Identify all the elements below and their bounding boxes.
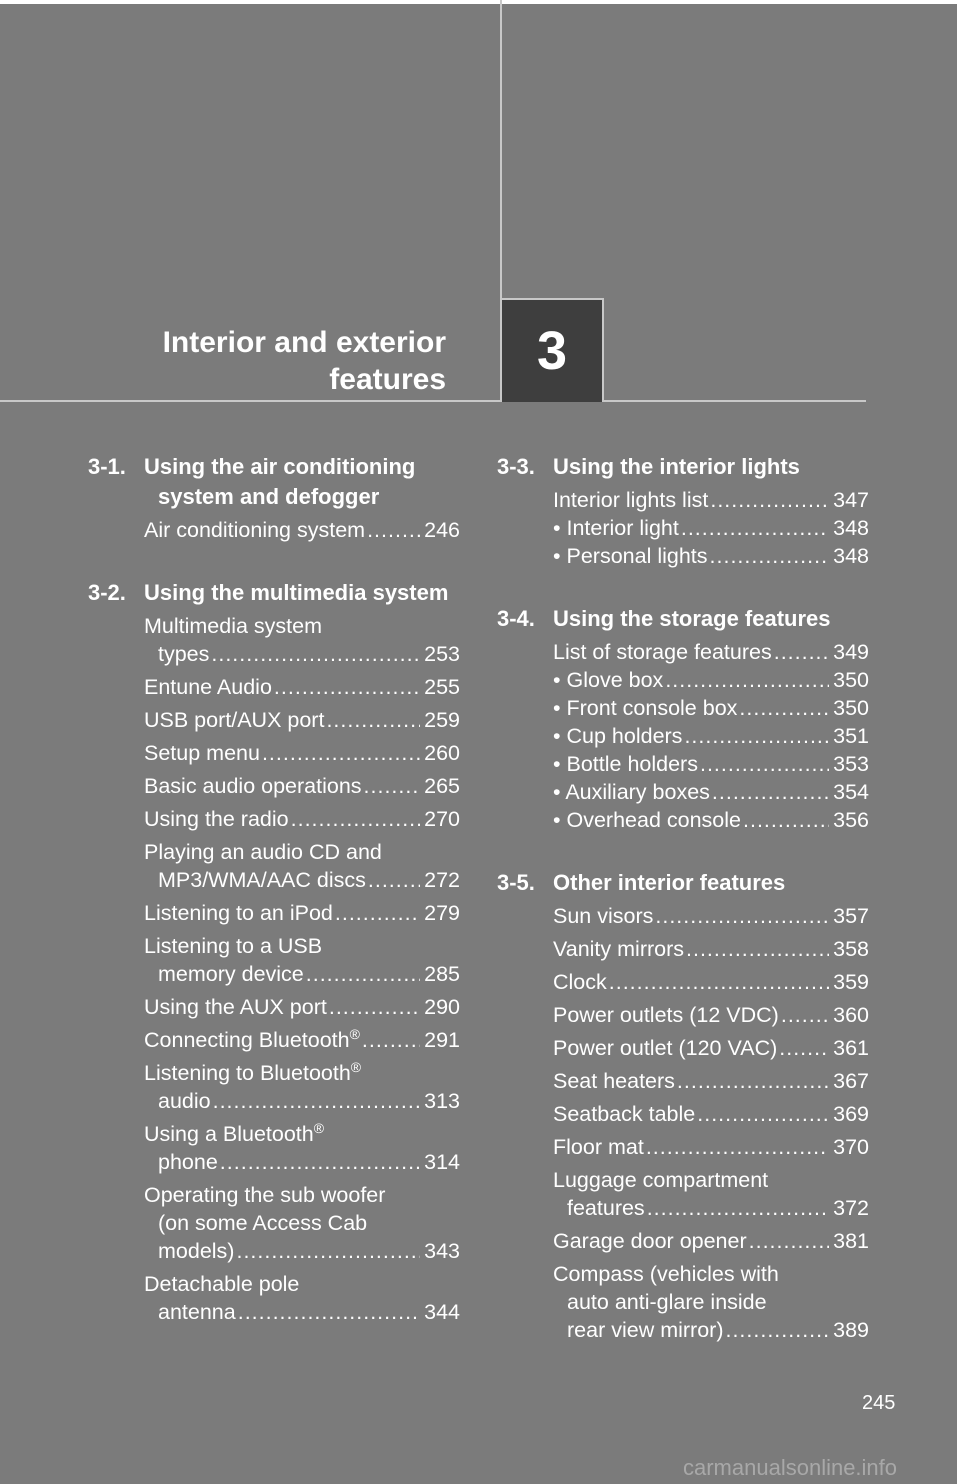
entry-label-cont: features	[567, 1196, 645, 1220]
leader-dots	[677, 1067, 829, 1095]
entry-label: Detachable pole	[144, 1272, 300, 1296]
toc-column-right	[497, 452, 869, 1378]
toc-entry-seat-heaters[interactable]	[553, 1067, 869, 1095]
toc-entry-floor-mat[interactable]	[553, 1133, 869, 1161]
leader-dots	[700, 750, 829, 778]
toc-entry-luggage-compartment[interactable]	[553, 1166, 869, 1222]
toc-entry-power-outlet-120v[interactable]	[553, 1034, 869, 1062]
entry-label	[144, 1026, 360, 1054]
entry-page: 270	[424, 807, 460, 831]
leader-dots	[774, 638, 829, 666]
leader-dots	[291, 805, 421, 833]
entry-page: 347	[833, 488, 869, 512]
entry-page: 313	[424, 1089, 460, 1113]
leader-dots	[655, 902, 829, 930]
leader-dots	[739, 694, 829, 722]
toc-entry-setup-menu[interactable]	[144, 739, 460, 767]
entry-page: 344	[424, 1300, 460, 1324]
leader-dots	[262, 739, 420, 767]
entry-label: Vanity mirrors	[553, 937, 685, 961]
section-title: Other interior features	[553, 870, 786, 895]
toc-entry-vanity-mirrors[interactable]	[553, 935, 869, 963]
leader-dots	[609, 968, 829, 996]
section-heading	[497, 452, 869, 482]
toc-entry-glove-box[interactable]	[553, 666, 869, 694]
section-heading	[497, 868, 869, 898]
entry-page: 389	[833, 1318, 869, 1342]
entry-label-cont: (on some Access Cab	[158, 1211, 368, 1235]
entry-label: • Interior light	[553, 516, 679, 540]
section-number: 3-1.	[88, 454, 126, 479]
watermark: carmanualsonline.info	[683, 1455, 898, 1480]
entry-label: Floor mat	[553, 1135, 644, 1159]
toc-entry-listening-usb[interactable]	[144, 932, 460, 988]
toc-entry-interior-light[interactable]	[553, 514, 869, 542]
leader-dots	[211, 640, 420, 668]
leader-dots	[329, 993, 420, 1021]
leader-dots	[326, 706, 420, 734]
chapter-title-line2: features	[329, 363, 446, 396]
leader-dots	[335, 899, 420, 927]
entry-page: 356	[833, 808, 869, 832]
entry-label	[144, 1120, 460, 1148]
leader-dots	[362, 1026, 420, 1054]
leader-dots	[686, 935, 829, 963]
leader-dots	[367, 516, 420, 544]
toc-entry-playing-cd[interactable]	[144, 838, 460, 894]
entry-label-cont: models)	[158, 1239, 235, 1263]
entry-label-text: Using a Bluetooth	[144, 1122, 314, 1146]
toc-entry-pole-antenna[interactable]	[144, 1270, 460, 1326]
entry-label-cont: antenna	[158, 1300, 236, 1324]
section-3-1	[88, 452, 460, 544]
leader-dots	[710, 542, 830, 570]
entry-label	[144, 1059, 460, 1087]
entry-label-cont: auto anti-glare inside	[567, 1290, 767, 1314]
section-heading	[497, 604, 869, 634]
entry-page: 350	[833, 696, 869, 720]
entry-page: 358	[833, 937, 869, 961]
entry-label-cont: types	[158, 642, 210, 666]
toc-entry-using-aux[interactable]	[144, 993, 460, 1021]
entry-label: Garage door opener	[553, 1229, 747, 1253]
entry-label: Listening to a USB	[144, 934, 323, 958]
entry-label: Sun visors	[553, 904, 654, 928]
entry-label: List of storage features	[553, 640, 772, 664]
toc-entry-usb-aux-port[interactable]	[144, 706, 460, 734]
toc-entry-front-console[interactable]	[553, 694, 869, 722]
entry-page: 354	[833, 780, 869, 804]
entry-page: 369	[833, 1102, 869, 1126]
leader-dots	[743, 806, 829, 834]
leader-dots	[681, 514, 829, 542]
entry-page: 260	[424, 741, 460, 765]
entry-label: • Bottle holders	[553, 752, 698, 776]
toc-entry-connecting-bluetooth[interactable]	[144, 1026, 460, 1054]
registered-mark: ®	[313, 1119, 325, 1136]
toc-entry-power-outlets-12v[interactable]	[553, 1001, 869, 1029]
section-title-line2: system and defogger	[158, 484, 380, 509]
entry-label: Using the radio	[144, 807, 289, 831]
entry-label-cont: audio	[158, 1089, 211, 1113]
leader-dots	[684, 722, 829, 750]
leader-dots	[749, 1227, 829, 1255]
leader-dots	[306, 960, 420, 988]
leader-dots	[647, 1194, 829, 1222]
toc-entry-bottle-holders[interactable]	[553, 750, 869, 778]
section-3-5	[497, 868, 869, 1344]
entry-page: 343	[424, 1239, 460, 1263]
entry-label-text: Listening to Bluetooth	[144, 1061, 351, 1085]
entry-label: • Cup holders	[553, 724, 683, 748]
entry-page: 361	[833, 1036, 869, 1060]
toc-entry-seatback-table[interactable]	[553, 1100, 869, 1128]
entry-label: • Personal lights	[553, 544, 708, 568]
entry-page: 360	[833, 1003, 869, 1027]
toc-entry-storage-list[interactable]	[553, 638, 869, 666]
toc-entry-garage-door-opener[interactable]	[553, 1227, 869, 1255]
entry-label: Luggage compartment	[553, 1168, 769, 1192]
registered-mark: ®	[349, 1025, 360, 1042]
entry-label: Clock	[553, 970, 607, 994]
entry-label: Listening to an iPod	[144, 901, 333, 925]
toc-entry-bluetooth-phone[interactable]	[144, 1120, 460, 1176]
entry-page: 265	[424, 774, 460, 798]
section-title: Using the storage features	[553, 606, 831, 631]
section-title-line1: Using the air conditioning	[144, 454, 416, 479]
entry-label: • Front console box	[553, 696, 738, 720]
leader-dots	[712, 778, 829, 806]
toc-entry-sun-visors[interactable]	[553, 902, 869, 930]
toc-entry-basic-audio[interactable]	[144, 772, 460, 800]
entry-label-text: Connecting Bluetooth	[144, 1028, 350, 1052]
entry-label: Interior lights list	[553, 488, 709, 512]
leader-dots	[697, 1100, 829, 1128]
entry-page: 381	[833, 1229, 869, 1253]
section-title: Using the interior lights	[553, 454, 800, 479]
toc-entry-listening-bluetooth[interactable]	[144, 1059, 460, 1115]
entry-label: Setup menu	[144, 741, 260, 765]
leader-dots	[368, 866, 420, 894]
entry-page: 370	[833, 1135, 869, 1159]
section-3-3	[497, 452, 869, 570]
toc-entry-multimedia-types[interactable]	[144, 612, 460, 668]
leader-dots	[274, 673, 420, 701]
chapter-title	[90, 324, 446, 398]
entry-page: 255	[424, 675, 460, 699]
leader-dots	[710, 486, 829, 514]
leader-dots	[779, 1034, 829, 1062]
toc-entry-listening-ipod[interactable]	[144, 899, 460, 927]
entry-label: Compass (vehicles with	[553, 1262, 779, 1286]
entry-page: 349	[833, 640, 869, 664]
leader-dots	[220, 1148, 420, 1176]
entry-page: 259	[424, 708, 460, 732]
entry-label: Seat heaters	[553, 1069, 675, 1093]
entry-page: 285	[424, 962, 460, 986]
divider-vertical	[500, 0, 502, 300]
entry-label: Using the AUX port	[144, 995, 327, 1019]
entry-page: 348	[833, 544, 869, 568]
page-number: 245	[862, 1392, 896, 1414]
entry-label: Power outlet (120 VAC)	[553, 1036, 778, 1060]
leader-dots	[781, 1001, 829, 1029]
section-heading	[88, 578, 460, 608]
entry-label: • Overhead console	[553, 808, 741, 832]
entry-page: 246	[424, 518, 460, 542]
entry-label: Playing an audio CD and	[144, 840, 382, 864]
entry-label-cont: memory device	[158, 962, 304, 986]
toc-entry-cup-holders[interactable]	[553, 722, 869, 750]
entry-page: 291	[424, 1028, 460, 1052]
entry-page: 353	[833, 752, 869, 776]
chapter-number: 3	[536, 321, 568, 381]
section-number: 3-5.	[497, 870, 535, 895]
toc-entry-lights-list[interactable]	[553, 486, 869, 514]
entry-page: 253	[424, 642, 460, 666]
entry-label: USB port/AUX port	[144, 708, 325, 732]
entry-label-cont: phone	[158, 1150, 218, 1174]
leader-dots	[725, 1316, 829, 1344]
section-3-2	[88, 578, 460, 1326]
entry-label: Power outlets (12 VDC)	[553, 1003, 779, 1027]
toc-entry-compass[interactable]	[553, 1260, 869, 1344]
toc-entry-entune-audio[interactable]	[144, 673, 460, 701]
entry-page: 367	[833, 1069, 869, 1093]
registered-mark: ®	[350, 1058, 362, 1075]
entry-page: 290	[424, 995, 460, 1019]
toc-entry-overhead-console[interactable]	[553, 806, 869, 834]
leader-dots	[646, 1133, 829, 1161]
toc-column-left	[88, 452, 460, 1360]
toc-entry-aux-boxes[interactable]	[553, 778, 869, 806]
leader-dots	[236, 1237, 420, 1265]
entry-page: 372	[833, 1196, 869, 1220]
entry-label: • Glove box	[553, 668, 664, 692]
top-border	[0, 0, 960, 4]
entry-page: 359	[833, 970, 869, 994]
entry-page: 350	[833, 668, 869, 692]
section-3-4	[497, 604, 869, 834]
entry-label: Operating the sub woofer	[144, 1183, 386, 1207]
entry-page: 348	[833, 516, 869, 540]
leader-dots	[238, 1298, 420, 1326]
entry-label-cont: rear view mirror)	[567, 1318, 724, 1342]
toc-entry-personal-lights[interactable]	[553, 542, 869, 570]
entry-page: 314	[424, 1150, 460, 1174]
entry-label: Multimedia system	[144, 614, 323, 638]
entry-label: Basic audio operations	[144, 774, 362, 798]
divider-horizontal	[0, 400, 866, 402]
entry-page: 279	[424, 901, 460, 925]
entry-page: 272	[424, 868, 460, 892]
toc-entry-air-conditioning[interactable]	[144, 516, 460, 544]
leader-dots	[665, 666, 829, 694]
leader-dots	[213, 1087, 421, 1115]
chapter-number-box	[500, 298, 604, 402]
entry-label: Air conditioning system	[144, 518, 366, 542]
entry-label: Seatback table	[553, 1102, 696, 1126]
chapter-title-line1: Interior and exterior	[162, 326, 446, 359]
toc-entry-sub-woofer[interactable]	[144, 1181, 460, 1265]
toc-entry-using-radio[interactable]	[144, 805, 460, 833]
entry-page: 357	[833, 904, 869, 928]
section-heading	[88, 452, 460, 512]
toc-entry-clock[interactable]	[553, 968, 869, 996]
section-number: 3-3.	[497, 454, 535, 479]
entry-label: Entune Audio	[144, 675, 272, 699]
section-number: 3-2.	[88, 580, 126, 605]
entry-label-cont: MP3/WMA/AAC discs	[158, 868, 366, 892]
entry-label: • Auxiliary boxes	[553, 780, 710, 804]
section-title	[144, 452, 460, 512]
entry-page: 351	[833, 724, 869, 748]
section-number: 3-4.	[497, 606, 535, 631]
leader-dots	[364, 772, 421, 800]
section-title: Using the multimedia system	[144, 580, 449, 605]
